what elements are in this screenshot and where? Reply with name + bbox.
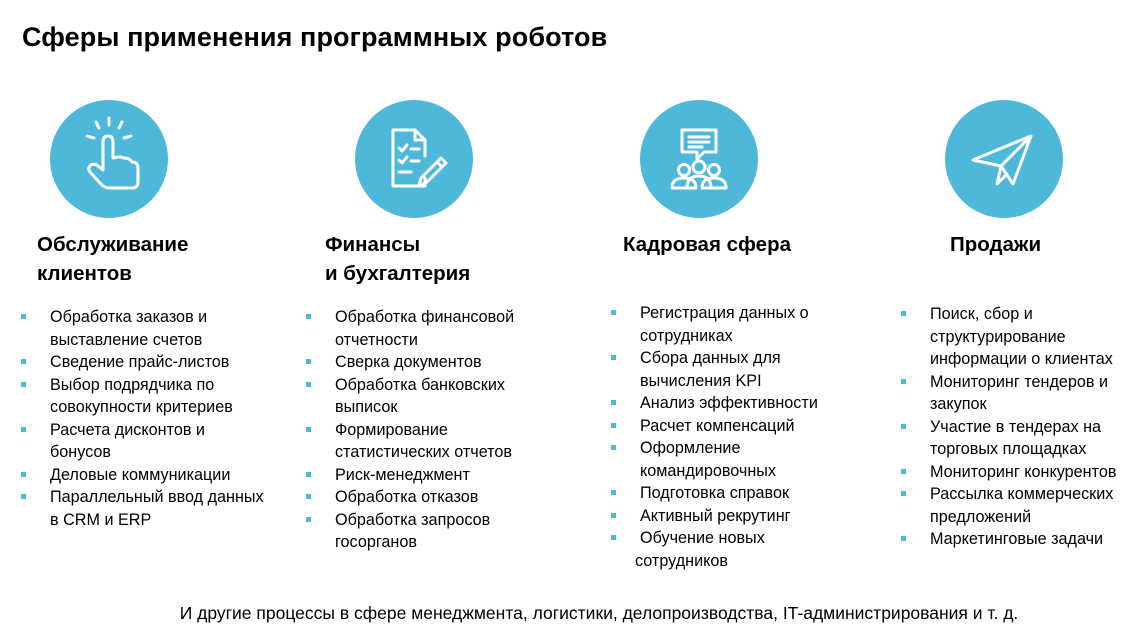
item-line: Мониторинг конкурентов (930, 462, 1117, 481)
list-item (640, 505, 818, 528)
item-line: бонусов (50, 443, 112, 461)
bullet (306, 494, 311, 499)
bullet (306, 472, 311, 477)
bullet (21, 472, 26, 477)
item-line: вычисления KPI (640, 371, 762, 390)
list-item (335, 486, 514, 509)
list-item (335, 464, 514, 487)
bullet (21, 427, 26, 432)
item-line: Оформление (640, 439, 741, 457)
list-item (640, 347, 818, 392)
heading-line: Обслуживание (37, 233, 189, 256)
list-item (50, 306, 264, 351)
heading-line: Финансы (325, 233, 421, 256)
list-item (930, 483, 1116, 528)
item-line: Регистрация данных о (640, 304, 809, 322)
list-item (50, 419, 264, 464)
item-line: Маркетинговые задачи (930, 530, 1104, 548)
item-line: Мониторинг тендеров и (930, 372, 1109, 391)
item-line: Подготовка справок (640, 484, 790, 502)
bullet (21, 359, 26, 364)
column-heading (325, 230, 470, 288)
item-line: Обработка финансовой (335, 308, 515, 326)
feature-list (635, 302, 818, 572)
bullet (306, 359, 311, 364)
item-line: командировочных (640, 461, 776, 480)
list-item (930, 371, 1116, 416)
item-line: отчетности (335, 330, 418, 349)
heading-line: Кадровая сфера (623, 233, 792, 256)
bullet (21, 494, 26, 499)
bullet (306, 382, 311, 387)
item-line: Анализ эффективности (640, 394, 818, 412)
item-line: Обработка запросов (335, 510, 491, 529)
column-heading (623, 230, 791, 259)
bullet (306, 314, 311, 319)
item-line: сотрудниках (640, 326, 733, 345)
feature-list (335, 306, 514, 554)
item-line: торговых площадках (930, 440, 1087, 458)
footer-text: И другие процессы в сфере менеджмента, логистики, делопроизводства, IT-администрирования и т. д. (179, 603, 1019, 623)
list-item (50, 464, 264, 487)
feature-list (930, 303, 1116, 551)
column-heading (950, 230, 1041, 259)
item-line: Обработка отказов (335, 488, 479, 506)
bullet (611, 490, 616, 495)
list-item (50, 486, 264, 531)
heading-line: Продажи (950, 233, 1042, 256)
bullet (611, 400, 616, 405)
list-item (335, 419, 514, 464)
list-item (50, 351, 264, 374)
item-line: Расчета дисконтов и (50, 420, 205, 439)
item-line: в CRM и ERP (50, 510, 152, 529)
bullet (611, 310, 616, 315)
item-line: статистических отчетов (335, 443, 513, 461)
bullet (611, 513, 616, 518)
item-line: Сбора данных для (640, 349, 781, 367)
bullet (901, 491, 906, 496)
page-title: Сферы применения программных роботов (22, 22, 608, 52)
list-item (50, 374, 264, 419)
item-line: госорганов (335, 533, 417, 551)
bullet (901, 536, 906, 541)
list-item (930, 303, 1116, 371)
item-line: Сверка документов (335, 353, 482, 371)
item-line: Рассылка коммерческих (930, 485, 1114, 503)
heading-line: клиентов (37, 262, 132, 285)
list-item (335, 306, 514, 351)
people-chat-icon (640, 100, 758, 218)
list-item (640, 482, 818, 505)
list-item (635, 527, 818, 572)
list-item (930, 528, 1116, 551)
item-line: выписок (335, 398, 398, 416)
item-line: совокупности критериев (50, 398, 233, 416)
bullet (611, 355, 616, 360)
bullet (21, 382, 26, 387)
item-line: Обработка банковских (335, 375, 505, 394)
item-line: Риск-менеджмент (335, 465, 470, 484)
list-item (335, 351, 514, 374)
bullet (21, 314, 26, 319)
bullet (306, 517, 311, 522)
list-item (640, 302, 818, 347)
item-line: Расчет компенсаций (640, 416, 795, 435)
item-line: Деловые коммуникации (50, 465, 231, 484)
heading-line: и бухгалтерия (325, 262, 471, 285)
footer-note (0, 603, 1136, 624)
item-line: Сведение прайс-листов (50, 353, 230, 371)
tap-hand-icon (50, 100, 168, 218)
item-line: закупок (930, 395, 987, 413)
bullet (611, 535, 616, 540)
bullet (901, 379, 906, 384)
column-heading (37, 230, 188, 288)
list-item (930, 416, 1116, 461)
bullet (901, 311, 906, 316)
bullet (901, 424, 906, 429)
item-line: Формирование (335, 420, 448, 439)
document-pen-icon (355, 100, 473, 218)
list-item (640, 437, 818, 482)
item-line: сотрудников (635, 551, 729, 570)
item-line: выставление счетов (50, 330, 203, 349)
item-line: Выбор подрядчика по (50, 375, 215, 394)
list-item (335, 374, 514, 419)
item-line: Параллельный ввод данных (50, 488, 264, 506)
item-line: информации о клиентах (930, 350, 1113, 368)
list-item (930, 461, 1116, 484)
bullet (901, 469, 906, 474)
item-line: предложений (930, 507, 1032, 526)
list-item (335, 509, 514, 554)
paper-plane-icon (945, 100, 1063, 218)
item-line: Активный рекрутинг (640, 506, 791, 525)
item-line: структурирование (930, 327, 1066, 346)
item-line: Поиск, сбор и (930, 305, 1033, 323)
bullet (306, 427, 311, 432)
item-line: Обработка заказов и (50, 308, 208, 326)
item-line: Обучение новых (640, 529, 765, 547)
item-line: Участие в тендерах на (930, 417, 1102, 436)
list-item (640, 415, 818, 438)
list-item (640, 392, 818, 415)
bullet (611, 423, 616, 428)
bullet (611, 445, 616, 450)
feature-list (50, 306, 264, 531)
